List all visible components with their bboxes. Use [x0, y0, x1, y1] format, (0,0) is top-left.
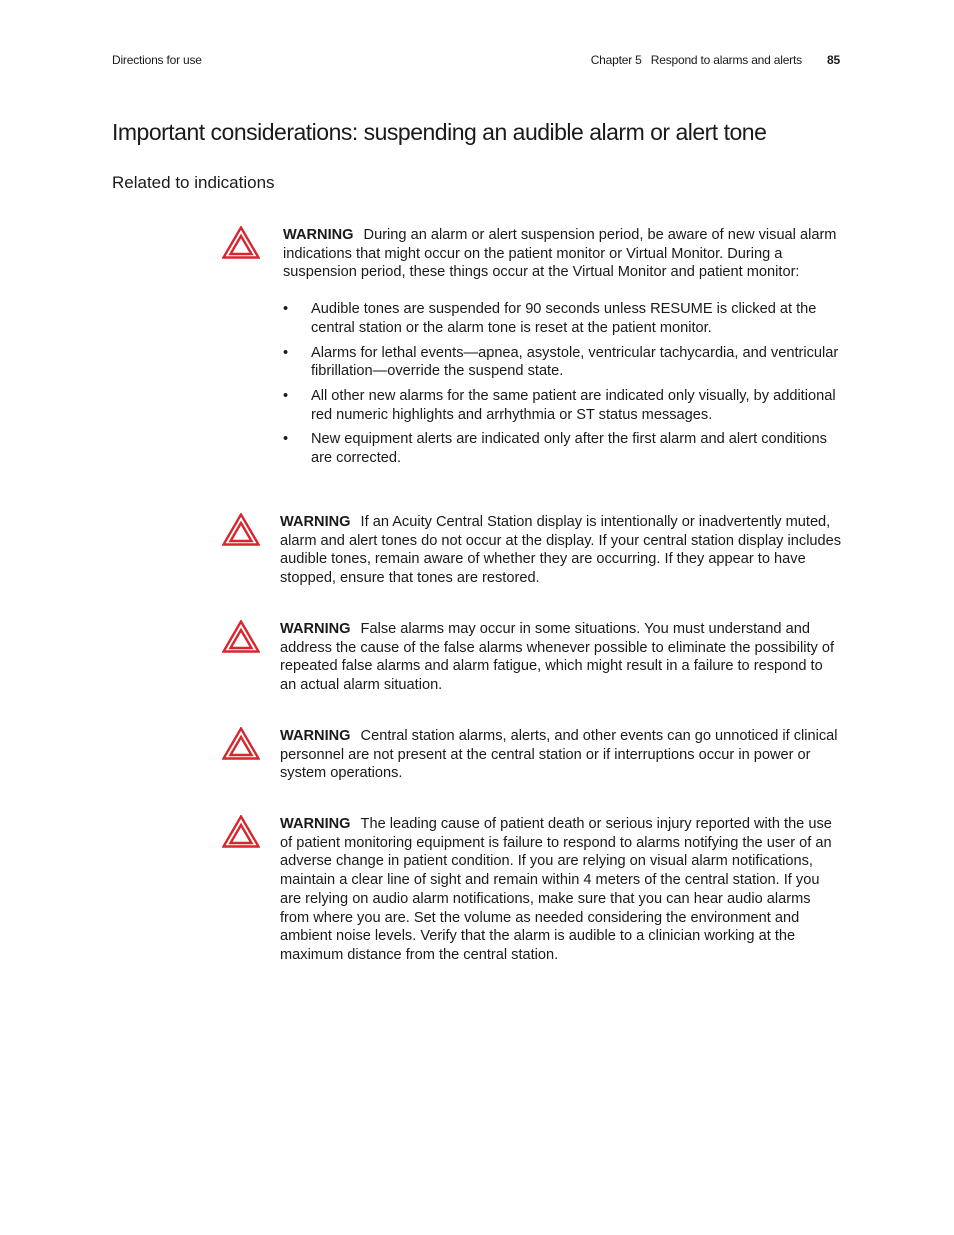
warning-label: WARNING [280, 621, 351, 637]
warning-text: During an alarm or alert suspension period, be aware of new visual alarm indications that might occur on the patient monitor or Virtual Monitor. During a suspension period, these things occur at the Virtual Monitor and patient monitor: [283, 227, 837, 281]
warning-triangle-icon [222, 815, 260, 848]
page-title: Important considerations: suspending an audible alarm or alert tone [112, 119, 767, 145]
warning-triangle-icon [222, 727, 260, 760]
section-label: Respond to alarms and alerts [650, 53, 802, 67]
list-item: • Alarms for lethal events—apnea, asystole, ventricular tachycardia, and ventricular fibrillation—override the suspend state. [283, 344, 842, 381]
warning-triangle-icon [222, 226, 260, 259]
warning-label: WARNING [280, 728, 351, 744]
warning-paragraph [283, 226, 842, 282]
warning-label: WARNING [280, 816, 351, 832]
warning-text: If an Acuity Central Station display is intentionally or inadvertently muted, alarm and alert tones do not occur at the display. If your central station display includes audible tones, remain aware of whether they are occurring. If they appear to have stopped, ensure that tones are restored. [280, 514, 842, 587]
page-number: 85 [827, 53, 840, 67]
running-header-left: Directions for use [112, 53, 202, 67]
bullet-list [283, 300, 842, 468]
warning-text: Central station alarms, alerts, and other events can go unnoticed if clinical personnel are not present at the central station or if interruptions occur in power or system operations. [280, 728, 838, 782]
list-item: • Audible tones are suspended for 90 seconds unless RESUME is clicked at the central station or the alarm tone is reset at the patient monitor. [283, 300, 842, 337]
warning-text: The leading cause of patient death or serious injury reported with the use of patient monitoring equipment is failure to respond to alarms notifying the user of an adverse change in patient condition. If you are relying on visual alarm notifications, maintain a clear line of sight and remain within 4 meters of the central station. If you are relying on audio alarm notifications, make sure that you can hear audio alarms from where you are. Set the volume as needed considering the environment and ambient noise levels. Verify that the alarm is audible to a clinician working at the maximum distance from the central station. [280, 816, 832, 963]
warning-label: WARNING [283, 227, 354, 243]
warning-body [283, 226, 842, 474]
warning-body [280, 513, 842, 588]
running-header-right [591, 53, 840, 67]
warning-body [280, 815, 842, 965]
warning-body [280, 727, 842, 783]
list-item: • All other new alarms for the same patient are indicated only visually, by additional red numeric highlights and arrhythmia or ST status messages. [283, 387, 842, 424]
warning-triangle-icon [222, 513, 260, 546]
section-subtitle: Related to indications [112, 173, 275, 192]
warning-text: False alarms may occur in some situations. You must understand and address the cause of the false alarms whenever possible to eliminate the possibility of repeated false alarms and alarm fatigue, which might result in a failure to respond to an actual alarm situation. [280, 621, 835, 694]
warning-label: WARNING [280, 514, 351, 530]
warning-triangle-icon [222, 620, 260, 653]
list-item: • New equipment alerts are indicated only after the first alarm and alert conditions are corrected. [283, 430, 842, 467]
warning-body [280, 620, 842, 695]
chapter-label: Chapter 5 [590, 53, 642, 67]
